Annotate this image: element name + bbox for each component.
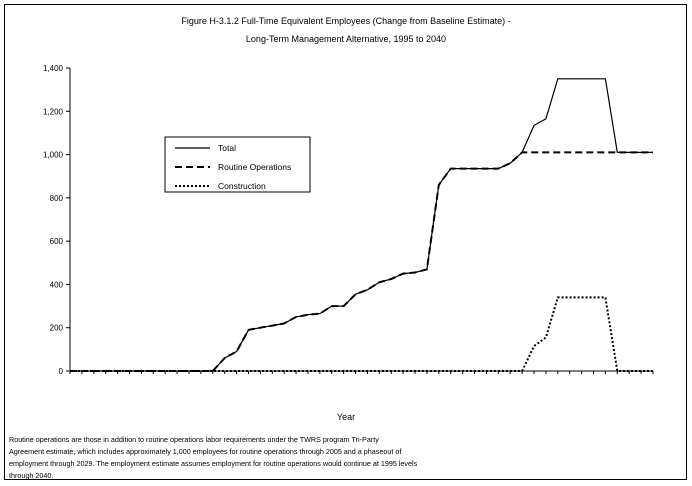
series-line-total bbox=[70, 79, 653, 371]
series-line-routine-operations bbox=[70, 152, 653, 371]
y-tick-label: 600 bbox=[49, 237, 63, 247]
chart-subtitle: Long-Term Management Alternative, 1995 to 2040 bbox=[245, 34, 447, 44]
footnote: Routine operations are those in addition to routine operations labor requirements under the TWRS program Tri-Party Agreement estimate, which includes approximately 1,000 employees for routine operations through 2005 and a phaseout of employment through 2029. The employment estimate assumes employment for routine operations would continue at 1995 levels through 2040. bbox=[9, 435, 418, 480]
series-layer bbox=[70, 79, 653, 371]
y-tick-label: 1,400 bbox=[42, 64, 63, 73]
legend-label: Construction bbox=[218, 181, 266, 191]
x-axis-label: Year bbox=[336, 412, 356, 422]
legend bbox=[165, 137, 310, 192]
series-line-construction bbox=[70, 297, 653, 371]
axes bbox=[43, 64, 653, 376]
y-tick-label: 200 bbox=[49, 323, 63, 333]
y-tick-label: 1,000 bbox=[42, 150, 63, 160]
legend-label: Total bbox=[218, 143, 236, 153]
y-tick-label: 400 bbox=[49, 280, 63, 290]
y-tick-label: 1,200 bbox=[42, 107, 63, 117]
chart-title: Figure H-3.1.2 Full-Time Equivalent Employees (Change from Baseline Estimate) - bbox=[181, 16, 511, 26]
legend-label: Routine Operations bbox=[218, 162, 292, 172]
y-tick-label: 0 bbox=[58, 367, 63, 376]
y-tick-label: 800 bbox=[49, 193, 63, 203]
